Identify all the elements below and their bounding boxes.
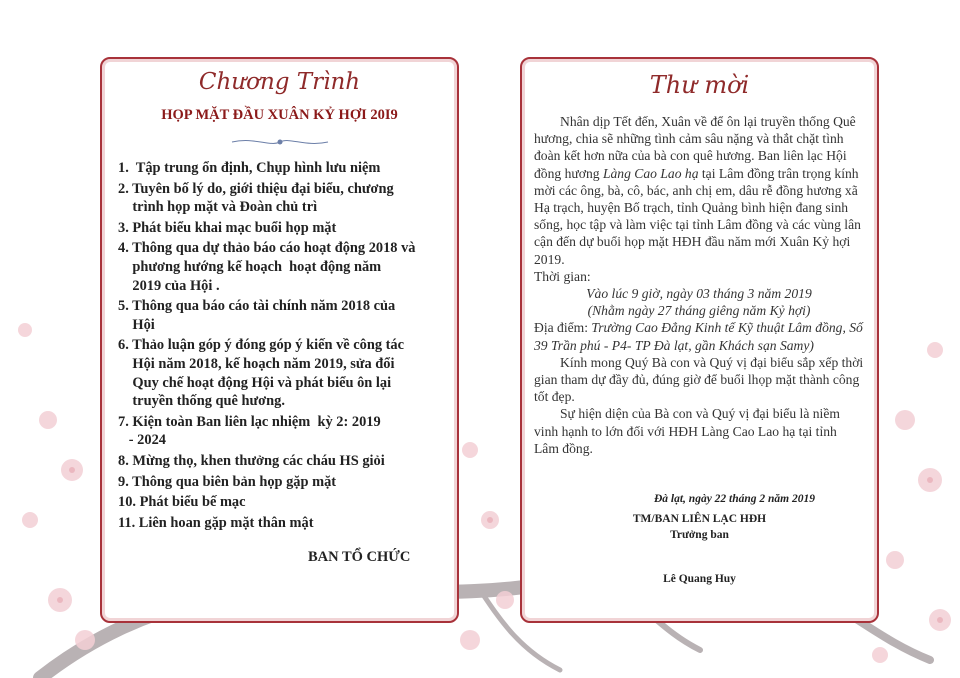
agenda-item-line: 4. Thông qua dự thảo báo cáo hoạt động 2018 và <box>118 240 416 257</box>
agenda-item <box>118 493 443 512</box>
agenda-item <box>118 514 443 533</box>
date-place: Đà lạt, ngày 22 tháng 2 năm 2019 <box>653 493 816 505</box>
program-title: Chương Trình <box>198 69 361 95</box>
agenda-item-line: 9. Thông qua biên bản họp gặp mặt <box>118 473 337 490</box>
closing-paragraph-1: Kính mong Quý Bà con và Quý vị đại biểu sắp xếp thời gian tham dự đầy đủ, đúng giờ để buổi lhọp mặt thành công tốt đẹp. <box>534 354 864 405</box>
agenda-item <box>118 297 443 334</box>
signer-name: Lê Quang Huy <box>663 573 736 585</box>
village-name: Làng Cao Lao hạ <box>602 165 699 181</box>
agenda-item-line: 7. Kiện toàn Ban liên lạc nhiệm kỳ 2: 2019 <box>118 413 381 430</box>
agenda-item <box>118 159 443 178</box>
place-label: Địa điểm: <box>534 320 592 336</box>
agenda-item <box>118 473 443 492</box>
agenda-item <box>118 180 443 217</box>
program-card <box>100 57 459 623</box>
invitation-body <box>534 113 864 457</box>
agenda-item <box>118 413 443 450</box>
agenda-item-line: 8. Mừng thọ, khen thưởng các cháu HS giỏi <box>118 452 385 469</box>
agenda-item-line: 1. Tập trung ổn định, Chụp hình lưu niệm <box>118 160 381 176</box>
agenda-item-line: - 2024 <box>118 432 166 449</box>
agenda-item-line: 10. Phát biểu bế mạc <box>118 494 246 511</box>
agenda-item <box>118 239 443 295</box>
agenda-item-line: trình họp mặt và Đoàn chủ trì <box>118 199 318 216</box>
agenda-item <box>118 452 443 471</box>
agenda-item-line: Hội <box>118 316 155 333</box>
closing-paragraph-2: Sự hiện diện của Bà con và Quý vị đại biểu là niềm vinh hạnh to lớn đối với HĐH Làng Cao Lao hạ tại tỉnh Lâm đồng. <box>534 406 840 456</box>
invitation-card <box>520 57 879 623</box>
time-lunar: (Nhằm ngày 27 tháng giêng năm Kỷ hợi) <box>587 303 811 319</box>
agenda-item-line: truyền thống quê hương. <box>118 393 285 410</box>
agenda-item-line: 2. Tuyên bố lý do, giới thiệu đại biểu, chương <box>118 180 394 197</box>
time-label: Thời gian: <box>534 268 591 284</box>
program-agenda-list <box>118 159 443 532</box>
agenda-item-line: 2019 của Hội . <box>118 277 220 294</box>
agenda-item <box>118 336 443 410</box>
agenda-item-line: Quy chế hoạt động Hội và phát biểu ôn lại <box>118 374 392 391</box>
intro-text-2: tại Lâm đồng trân trọng kính mời các ông, bà, cô, bác, anh chị em, dâu rễ đồng hương xã Hạ trạch, huyện Bố trạch, tỉnh Quảng bình hiện đang sinh sống, học tập và làm việc tại tỉnh Lâm đồng và các vùng lân cận đến dự buổi họp mặt HĐH đầu năm mới Xuân Kỷ hợi 2019. <box>534 165 861 267</box>
intro-text-1: Nhân dịp Tết đến, Xuân về để ôn lại truyền thống Quê hương, chia sẽ những tình cảm sâu nặng và thắt chặt tình đoàn kết hơn nữa của bà con quê hương. Ban liên lạc Hội đồng hương <box>534 114 856 181</box>
program-subtitle: HỌP MẶT ĐẦU XUÂN KỶ HỢI 20I9 <box>161 107 398 123</box>
agenda-item-line: 6. Thảo luận góp ý đóng góp ý kiến về công tác <box>118 337 405 354</box>
signer-role: Trưởng ban <box>670 529 729 541</box>
agenda-item-line: 11. Liên hoan gặp mặt thân mật <box>118 514 314 531</box>
place-paragraph <box>534 319 864 353</box>
agenda-item-line: Hội năm 2018, kế hoạch năm 2019, sửa đổi <box>118 355 395 372</box>
invitation-title: Thư mời <box>649 71 750 99</box>
intro-paragraph <box>534 113 864 268</box>
agenda-item <box>118 219 443 238</box>
place-value: Trường Cao Đẳng Kinh tế Kỹ thuật Lâm đồng, Số 39 Trần phú - P4- TP Đà lạt, gần Khách sạn Samy) <box>534 320 863 353</box>
time-value: Vào lúc 9 giờ, ngày 03 tháng 3 năm 2019 <box>586 286 812 302</box>
ornament-divider-icon <box>230 135 330 149</box>
agenda-item-line: phương hướng kế hoạch hoạt động năm <box>118 258 382 275</box>
agenda-item-line: 3. Phát biểu khai mạc buổi họp mặt <box>118 219 337 236</box>
signer-org: TM/BAN LIÊN LẠC HĐH <box>632 513 767 525</box>
agenda-item-line: 5. Thông qua báo cáo tài chính năm 2018 của <box>118 298 396 315</box>
organizer-label: BAN TỔ CHỨC <box>308 549 411 565</box>
